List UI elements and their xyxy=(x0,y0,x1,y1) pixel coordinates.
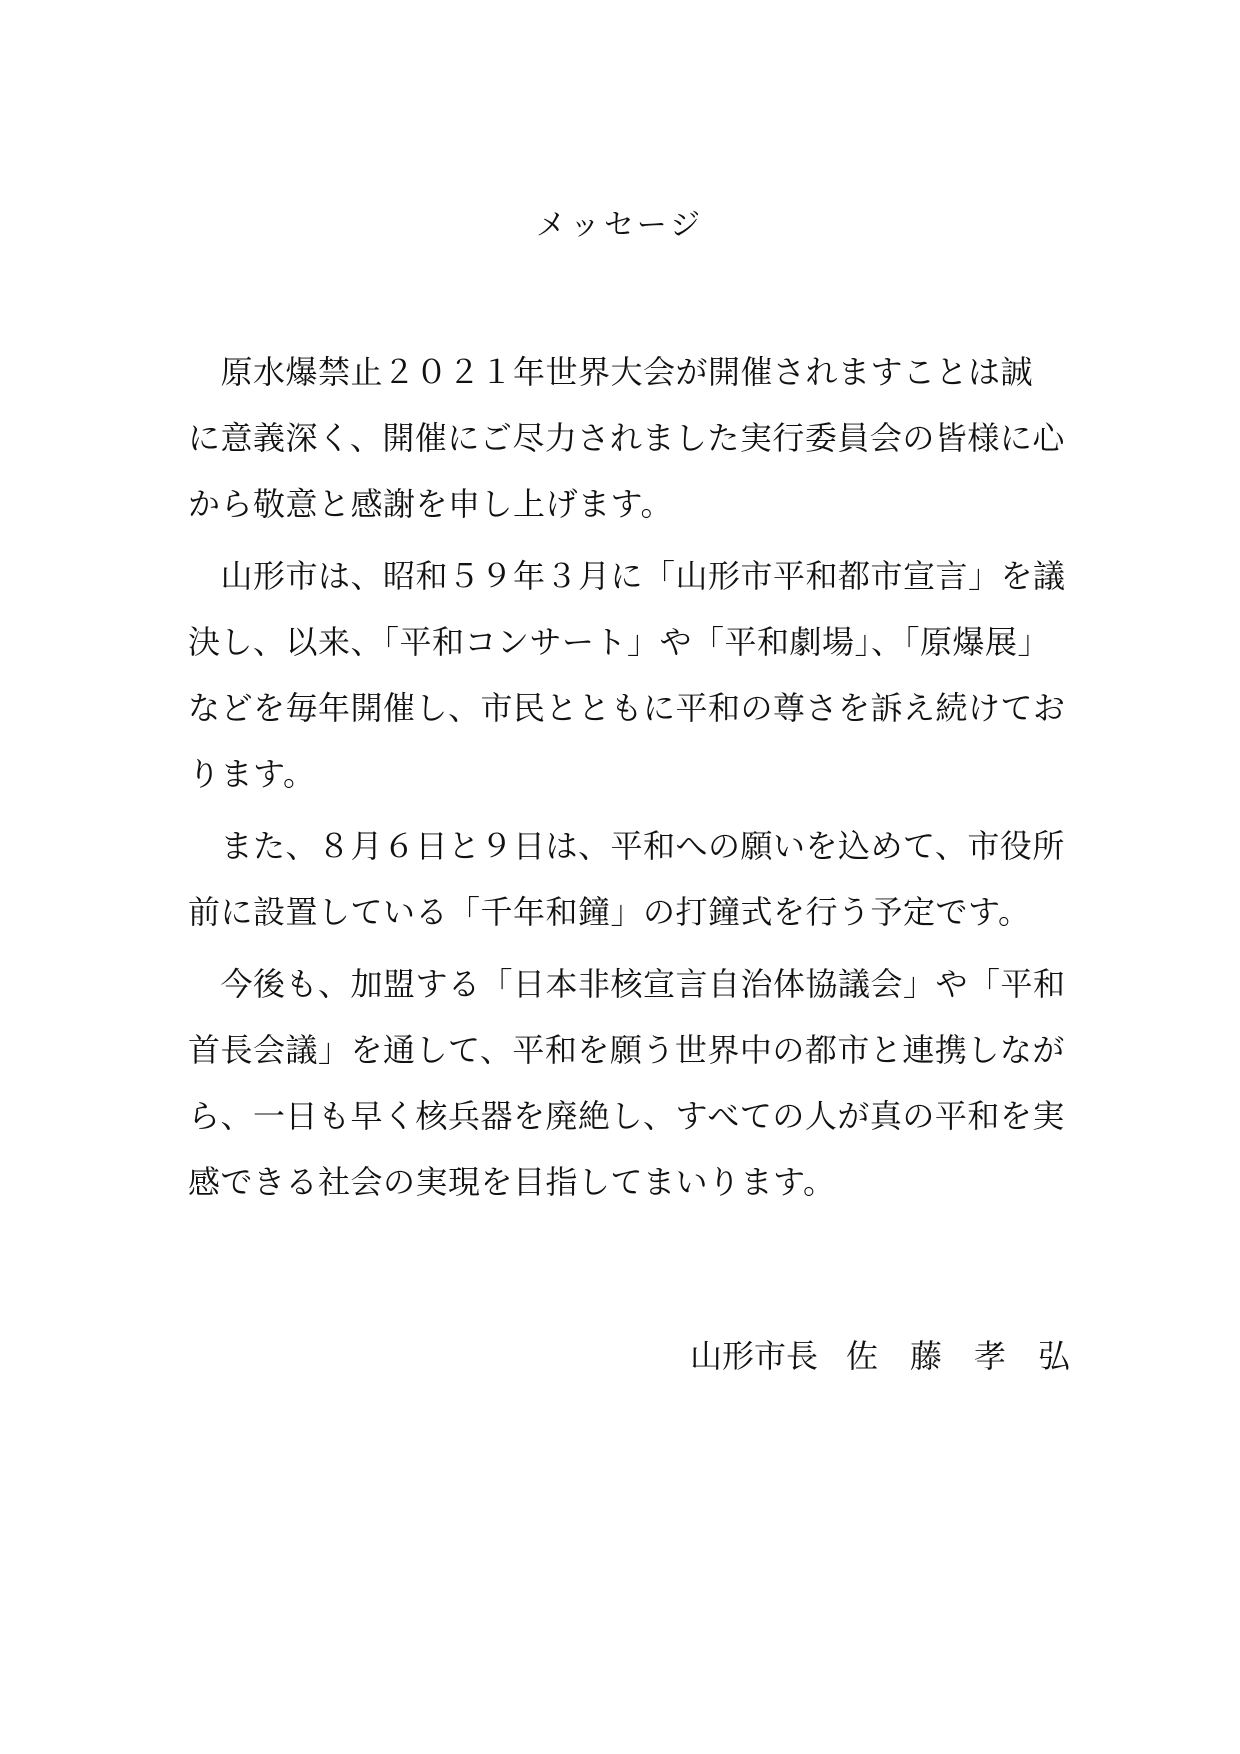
body-line: 感できる社会の実現を目指してまいります。 xyxy=(188,1163,836,1201)
body-line: また、８月６日と９日は、平和への願いを込めて、市役所 xyxy=(188,827,1065,865)
signature xyxy=(690,1336,1070,1376)
body-line: ります。 xyxy=(188,755,316,793)
body-line: 首長会議」を通して、平和を願う世界中の都市と連携しなが xyxy=(188,1031,1065,1069)
body-line: ら、一日も早く核兵器を廃絶し、すべての人が真の平和を実 xyxy=(188,1097,1065,1135)
body-line: 前に設置している「千年和鐘」の打鐘式を行う予定です。 xyxy=(188,893,1031,931)
signature-position: 山形市長 xyxy=(689,1337,818,1375)
body-line: 原水爆禁止２０２１年世界大会が開催されますことは誠 xyxy=(188,353,1034,391)
body-line: 決し、以来、「平和コンサート」や「平和劇場」、「原爆展」 xyxy=(188,623,1051,661)
body-line: などを毎年開催し、市民とともに平和の尊さを訴え続けてお xyxy=(188,689,1066,727)
body-line: 今後も、加盟する「日本非核宣言自治体協議会」や「平和 xyxy=(188,965,1066,1003)
body-line: に意義深く、開催にご尽力されました実行委員会の皆様に心 xyxy=(188,419,1065,457)
body-line: から敬意と感謝を申し上げます。 xyxy=(188,485,673,523)
signature-name: 佐 藤 孝 弘 xyxy=(845,1337,1070,1375)
document-title: メッセージ xyxy=(535,208,705,243)
body-line: 山形市は、昭和５９年３月に「山形市平和都市宣言」を議 xyxy=(188,557,1066,595)
